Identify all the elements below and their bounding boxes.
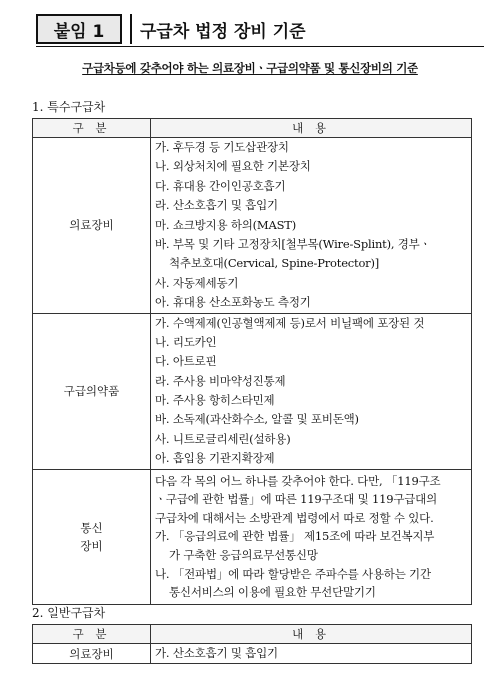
communication-equipment-list [151,469,472,604]
category-label-line: 장비 [80,538,103,553]
list-item: 다. 아트로핀 [155,354,217,369]
list-item-continuation: 척추보호대(Cervical, Spine-Protector)] [169,256,380,271]
list-item: 아. 흡입용 기관지확장제 [155,451,275,466]
column-header-category: 구 분 [33,625,151,644]
subtitle-text: 구급차등에 갖추어야 하는 의료장비ㆍ구급의약품 및 통신장비의 기준 [82,61,418,75]
column-header-contents: 내 용 [151,625,472,644]
list-item: 나. 외상처치에 필요한 기본장치 [155,159,311,174]
list-item: 가. 수액제제(인공혈액제제 등)로서 비닐팩에 포장된 것 [155,315,425,330]
list-item: 가. 「응급의료에 관한 법률」 제15조에 따라 보건복지부 [155,529,435,544]
emergency-drugs-list [151,313,472,469]
table-row-emergency-drugs [33,313,472,469]
page-title: 구급차 법정 장비 기준 [140,22,306,42]
category-label-line: 통신 [80,520,103,535]
medical-equipment-list [151,644,472,664]
header-divider [130,14,132,44]
list-item-continuation: 통신서비스의 이용에 필요한 무선단말기기 [169,585,376,600]
table-header-row [33,625,472,644]
list-item: 라. 산소호흡기 및 흡입기 [155,198,278,213]
intro-line: ㆍ구급에 관한 법률」에 따른 119구조대 및 119구급대의 [155,492,438,507]
list-item: 나. 「전파법」에 따라 할당받은 주파수를 사용하는 기간 [155,566,431,581]
special-ambulance-table [32,118,472,605]
list-item: 마. 주사용 항히스타민제 [155,393,275,408]
section-heading-general-ambulance: 2. 일반구급차 [32,606,106,620]
list-item: 가. 산소호흡기 및 흡입기 [155,646,278,660]
list-item: 마. 쇼크방지용 하의(MAST) [155,217,297,232]
header-rule [36,46,484,47]
category-medical-equipment: 의료장비 [33,644,151,664]
attachment-tag: 붙임 1 [36,14,122,44]
list-item: 가. 후두경 등 기도삽관장치 [155,140,289,154]
column-header-contents: 내 용 [151,119,472,138]
general-ambulance-table [32,624,472,664]
table-row-medical-equipment [33,138,472,314]
list-item: 바. 소독제(과산화수소, 알콜 및 포비돈액) [155,412,359,427]
list-item-continuation: 가 구축한 응급의료무선통신망 [169,548,318,563]
document-subtitle [0,60,500,76]
category-communication-equipment [33,469,151,604]
table-row-communication-equipment [33,469,472,604]
column-header-category: 구 분 [33,119,151,138]
category-medical-equipment: 의료장비 [33,138,151,314]
category-emergency-drugs: 구급의약품 [33,313,151,469]
list-item: 아. 휴대용 산소포화농도 측정기 [155,295,311,310]
list-item: 나. 리도카인 [155,334,217,349]
list-item: 사. 니트로글리세린(설하용) [155,431,291,446]
intro-line: 다음 각 목의 어느 하나를 갖추어야 한다. 다만, 「119구조 [155,473,441,488]
list-item: 다. 휴대용 간이인공호흡기 [155,178,286,193]
list-item: 바. 부목 및 기타 고정장치[철부목(Wire-Splint), 경부ㆍ [155,236,431,251]
table-header-row [33,119,472,138]
table-row-medical-equipment [33,644,472,664]
section-heading-special-ambulance: 1. 특수구급차 [32,100,106,114]
list-item: 사. 자동제세동기 [155,275,239,290]
medical-equipment-list [151,138,472,314]
intro-line: 구급차에 대해서는 소방관계 법령에서 따로 정할 수 있다. [155,510,434,525]
list-item: 라. 주사용 비마약성진통제 [155,373,286,388]
page-header [14,14,484,46]
